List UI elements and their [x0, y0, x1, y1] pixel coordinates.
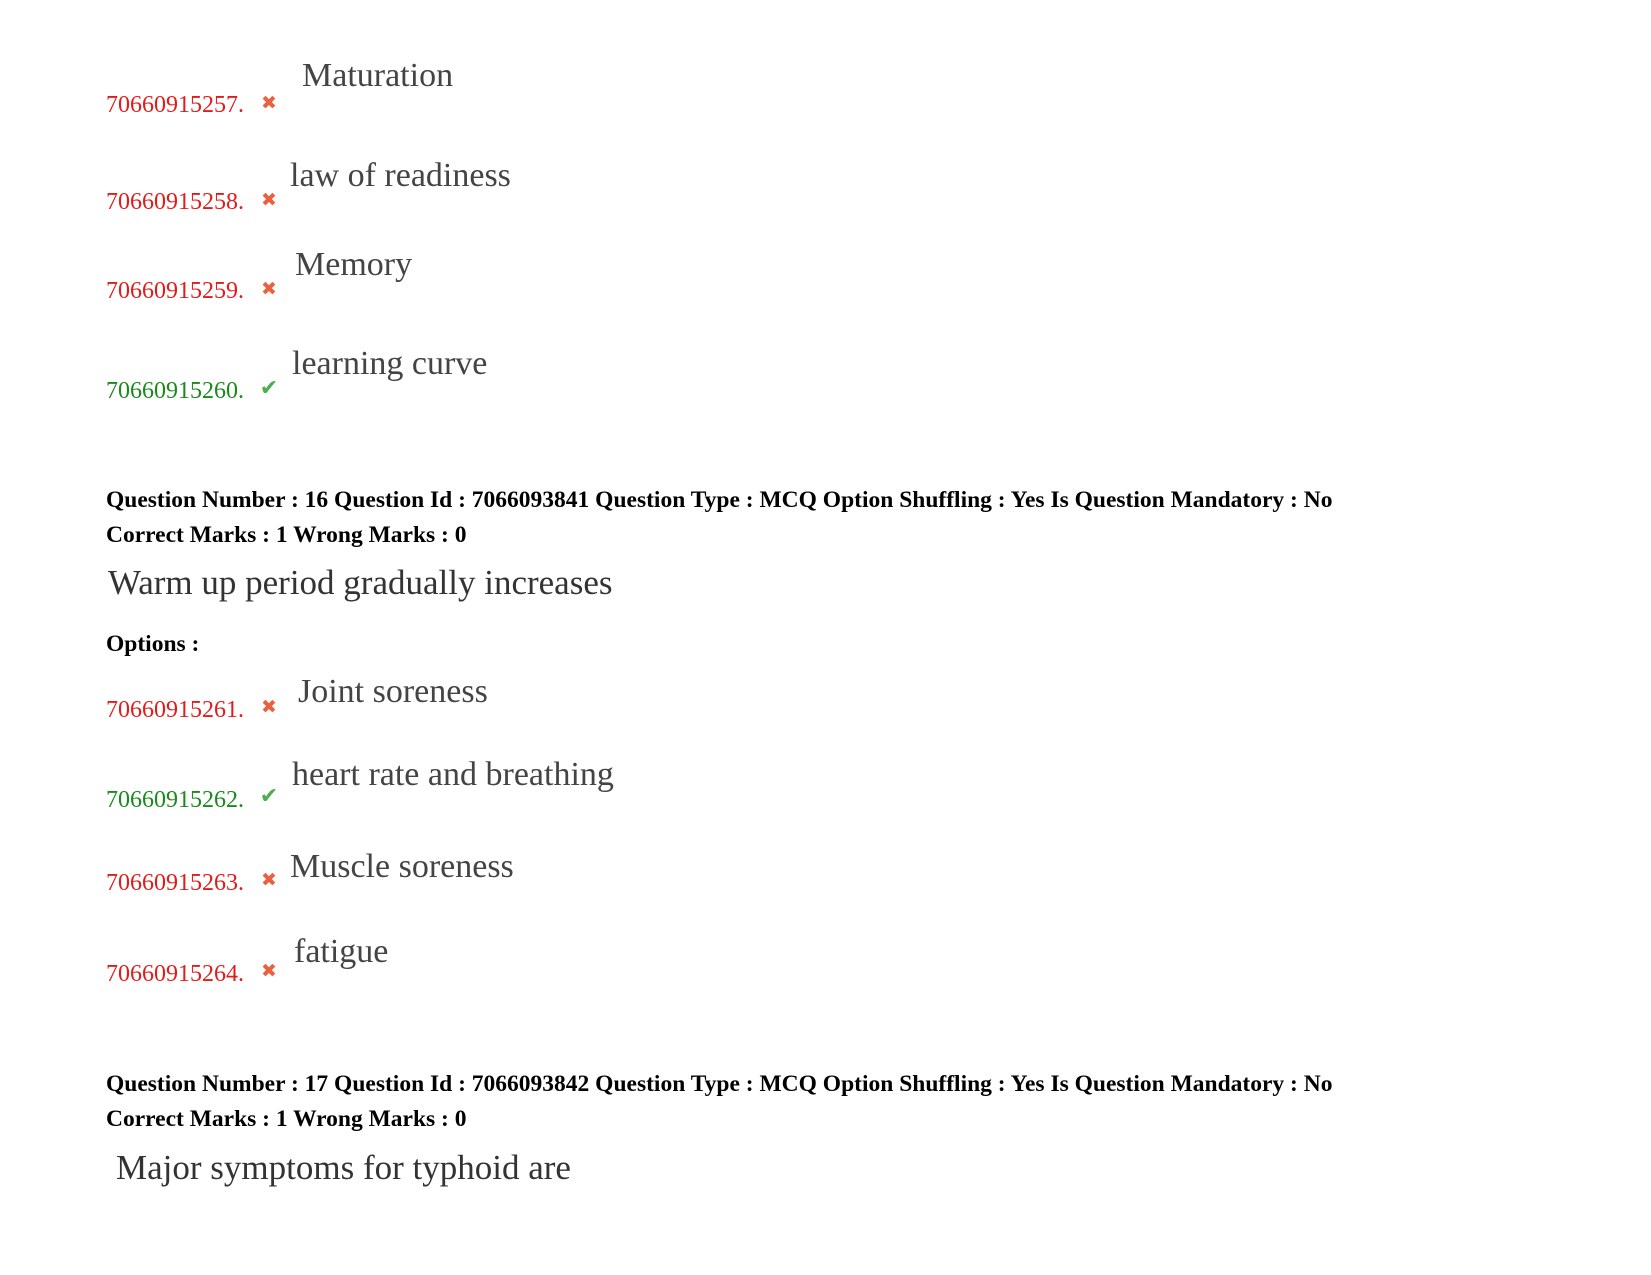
check-icon: ✔: [259, 375, 279, 401]
option-id: 70660915257.: [106, 92, 244, 118]
cross-icon: ✖: [261, 92, 277, 114]
option-text: Muscle soreness: [290, 848, 514, 885]
option-text: fatigue: [294, 933, 389, 970]
question-meta: Question Number : 17 Question Id : 7066093842 Question Type : MCQ Option Shuffling : Yes Is Question Mandatory : No: [106, 1071, 1333, 1097]
marks-meta: Correct Marks : 1 Wrong Marks : 0: [106, 1106, 467, 1132]
cross-icon: ✖: [261, 960, 277, 982]
question-meta: Question Number : 16 Question Id : 7066093841 Question Type : MCQ Option Shuffling : Yes Is Question Mandatory : No: [106, 487, 1333, 513]
option-text: heart rate and breathing: [292, 756, 614, 793]
option-text: Memory: [295, 246, 413, 283]
option-id: 70660915264.: [106, 961, 244, 987]
option-id: 70660915263.: [106, 870, 244, 896]
marks-meta: Correct Marks : 1 Wrong Marks : 0: [106, 522, 467, 548]
option-id: 70660915262.: [106, 787, 244, 813]
question-stem: Warm up period gradually increases: [108, 563, 613, 602]
option-id: 70660915260.: [106, 378, 244, 404]
option-text: Joint soreness: [298, 673, 488, 710]
cross-icon: ✖: [261, 189, 277, 211]
option-text: Maturation: [302, 57, 454, 94]
check-icon: ✔: [259, 783, 279, 809]
cross-icon: ✖: [261, 696, 277, 718]
option-id: 70660915259.: [106, 278, 244, 304]
question-stem: Major symptoms for typhoid are: [116, 1148, 571, 1187]
cross-icon: ✖: [261, 278, 277, 300]
option-text: law of readiness: [290, 157, 511, 194]
options-label: Options :: [106, 631, 200, 657]
option-id: 70660915258.: [106, 189, 244, 215]
option-text: learning curve: [292, 345, 488, 382]
option-id: 70660915261.: [106, 697, 244, 723]
cross-icon: ✖: [261, 869, 277, 891]
